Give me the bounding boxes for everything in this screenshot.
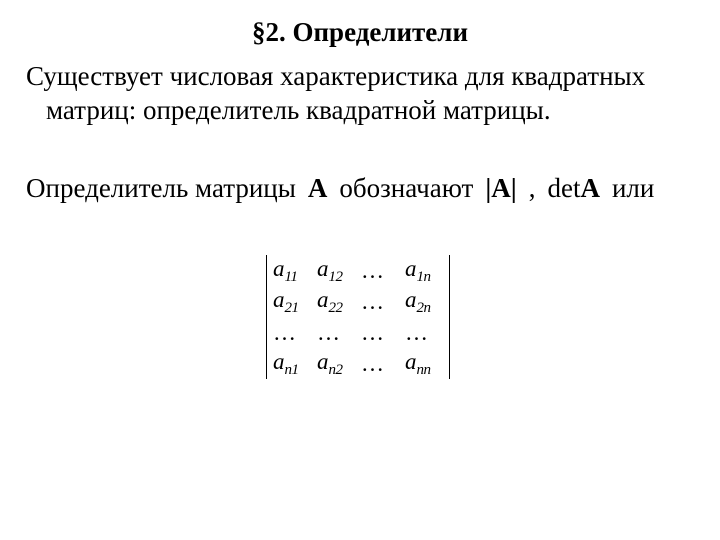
notation-comma: , (528, 173, 536, 203)
notation-suffix: или (611, 173, 655, 203)
entry-base: a (317, 255, 329, 281)
entry-subscript: 2n (416, 299, 431, 316)
entry-base: … (317, 319, 340, 345)
abs-notation: |A| (485, 173, 517, 203)
intro-line-2: матриц: определитель квадратной матрицы. (46, 95, 551, 125)
entry-subscript: 11 (284, 268, 298, 285)
determinant-row (273, 286, 449, 317)
entry-base: … (361, 319, 384, 345)
entry-subscript: n2 (328, 361, 343, 378)
entry-base: a (273, 286, 285, 312)
entry-base: … (361, 350, 384, 376)
matrix-name: A (307, 173, 328, 203)
determinant-entry (361, 348, 405, 379)
entry-base: … (361, 257, 384, 283)
entry-subscript: 22 (328, 299, 343, 316)
slide-title: §2. Определители (252, 17, 468, 47)
entry-subscript: 12 (328, 268, 343, 285)
determinant-grid (273, 255, 449, 379)
notation-middle: обозначают (339, 173, 474, 203)
intro-line-1: Существует числовая характеристика для квадратных (26, 61, 646, 91)
notation-sentence (26, 170, 654, 206)
entry-subscript: 1n (416, 268, 431, 285)
determinant-entry (317, 255, 361, 286)
determinant-entry (273, 317, 317, 348)
entry-base: a (317, 348, 329, 374)
entry-subscript: nn (416, 361, 431, 378)
determinant-entry (273, 348, 317, 379)
entry-base: a (405, 348, 417, 374)
entry-base: a (317, 286, 329, 312)
entry-base: a (273, 255, 285, 281)
determinant-entry (273, 255, 317, 286)
det-matrix: A (580, 173, 600, 203)
entry-base: a (273, 348, 285, 374)
determinant-entry (317, 286, 361, 317)
determinant-entry (405, 286, 449, 317)
notation-prefix: Определитель матрицы (26, 173, 296, 203)
entry-base: … (361, 288, 384, 314)
determinant-row (273, 255, 449, 286)
determinant-entry (405, 348, 449, 379)
determinant-entry (405, 317, 449, 348)
entry-base: a (405, 255, 417, 281)
entry-base: … (273, 319, 296, 345)
determinant-entry (405, 255, 449, 286)
determinant-row (273, 348, 449, 379)
entry-base: … (405, 319, 428, 345)
determinant-entry (361, 317, 405, 348)
det-prefix: det (547, 173, 581, 203)
entry-base: a (405, 286, 417, 312)
determinant-entry (317, 348, 361, 379)
determinant (266, 255, 450, 379)
determinant-entry (273, 286, 317, 317)
determinant-row (273, 317, 449, 348)
entry-subscript: n1 (284, 361, 299, 378)
entry-subscript: 21 (284, 299, 299, 316)
determinant-entry (361, 255, 405, 286)
determinant-entry (361, 286, 405, 317)
determinant-entry (317, 317, 361, 348)
